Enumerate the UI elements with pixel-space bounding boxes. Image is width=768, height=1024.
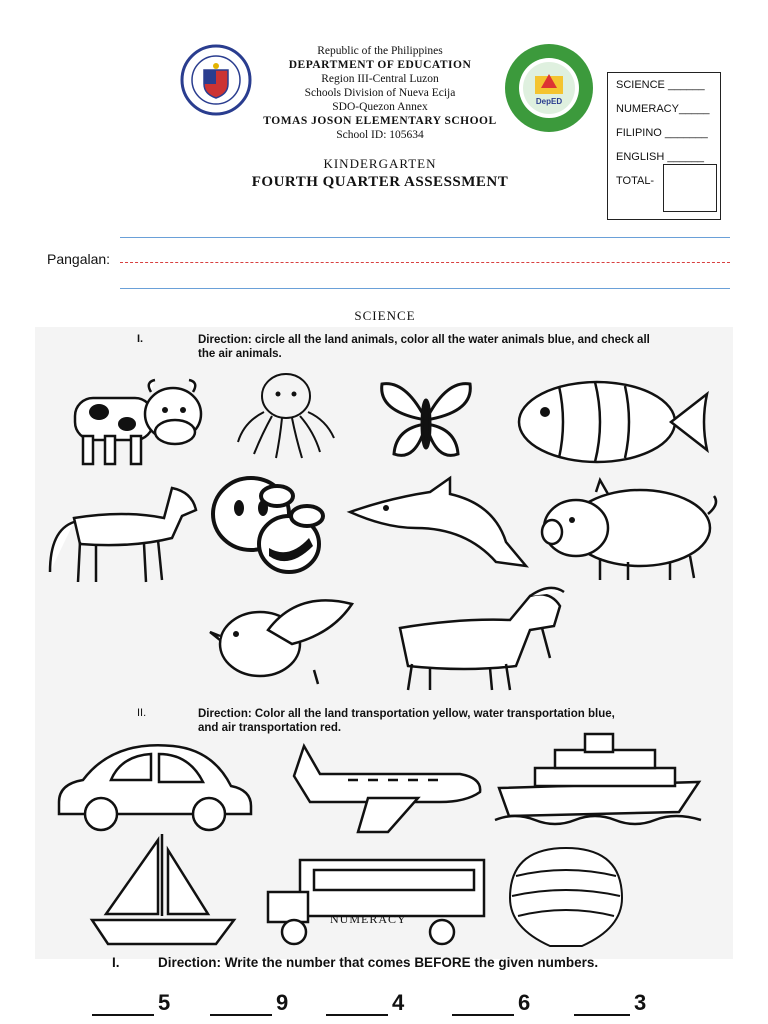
octopus-icon[interactable] — [232, 368, 340, 460]
score-science: SCIENCE ______ — [616, 79, 705, 91]
pig-icon[interactable] — [540, 478, 722, 582]
assessment-title: FOURTH QUARTER ASSESSMENT — [251, 174, 509, 190]
given-number-5: 3 — [634, 990, 647, 1015]
score-total-label: TOTAL- — [616, 175, 655, 187]
car-icon[interactable] — [55, 742, 255, 834]
jeepney-icon[interactable] — [266, 856, 488, 946]
answer-blank-3[interactable] — [326, 994, 388, 1016]
school-header — [230, 44, 530, 142]
guide-line-top — [120, 237, 730, 238]
score-filipino: FILIPINO _______ — [616, 127, 708, 139]
butterfly-icon[interactable] — [378, 380, 474, 464]
numeracy-heading: NUMERACY — [330, 912, 407, 926]
answer-blank-2[interactable] — [210, 994, 272, 1016]
numeracy-direction-prefix: Direction: — [158, 955, 225, 970]
goat-icon[interactable] — [390, 584, 576, 692]
name-field-line[interactable] — [120, 262, 730, 263]
horse-icon[interactable] — [44, 484, 204, 584]
bird-icon[interactable] — [208, 600, 356, 686]
score-numeracy: NUMERACY_____ — [616, 103, 710, 115]
grade-level: KINDERGARTEN — [323, 156, 437, 171]
answer-item-1[interactable] — [92, 990, 170, 1016]
name-label: Pangalan: — [47, 251, 111, 267]
school-seal-logo — [503, 42, 595, 134]
header-republic: Republic of the Philippines — [317, 45, 443, 57]
cow-icon[interactable] — [65, 376, 205, 468]
score-box — [607, 72, 721, 220]
given-number-2: 9 — [276, 990, 289, 1015]
header-school-id: School ID: 105634 — [336, 129, 424, 141]
dolphin-icon[interactable] — [346, 478, 534, 574]
given-number-3: 4 — [392, 990, 405, 1015]
numeracy-direction-emphasis: BEFORE — [414, 955, 471, 970]
score-english: ENGLISH ______ — [616, 151, 705, 163]
answer-item-3[interactable] — [326, 990, 404, 1016]
school-seal-badge: DepED — [535, 97, 563, 106]
numeracy-part-number: I. — [112, 955, 120, 970]
numeracy-direction-end: the given numbers. — [470, 955, 599, 970]
header-division: Schools Division of Nueva Ecija — [304, 87, 456, 99]
header-sdo: SDO-Quezon Annex — [332, 101, 428, 113]
total-score-box[interactable] — [663, 164, 717, 212]
fish-icon[interactable] — [515, 374, 711, 468]
science-heading: SCIENCE — [354, 308, 416, 323]
given-number-1: 5 — [158, 990, 171, 1015]
part-2-direction: Direction: Color all the land transportation yellow, water transportation blue, and air transportation red. — [198, 708, 615, 734]
bee-icon[interactable] — [207, 470, 325, 580]
answer-blank-1[interactable] — [92, 994, 154, 1016]
sailboat-icon[interactable] — [88, 830, 238, 946]
guide-line-bottom — [120, 288, 730, 289]
part-1-direction: Direction: circle all the land animals, color all the water animals blue, and check all the air animals. — [198, 334, 650, 360]
answer-item-4[interactable] — [452, 990, 530, 1016]
part-1-number: I. — [137, 333, 144, 345]
ship-icon[interactable] — [495, 732, 703, 830]
header-school-name: TOMAS JOSON ELEMENTARY SCHOOL — [263, 115, 497, 127]
header-department: DEPARTMENT OF EDUCATION — [288, 59, 472, 71]
numeracy-direction-main: Write the number that comes — [224, 955, 415, 970]
answer-blank-4[interactable] — [452, 994, 514, 1016]
airplane-icon[interactable] — [288, 740, 484, 836]
answer-item-5[interactable] — [574, 990, 646, 1016]
hot-air-balloon-icon[interactable] — [508, 846, 624, 946]
numeracy-direction — [158, 955, 598, 970]
given-number-4: 6 — [518, 990, 531, 1015]
answer-blank-5[interactable] — [574, 994, 630, 1016]
header-region: Region III-Central Luzon — [321, 73, 439, 85]
part-2-number: II. — [137, 707, 147, 719]
answer-item-2[interactable] — [210, 990, 288, 1016]
